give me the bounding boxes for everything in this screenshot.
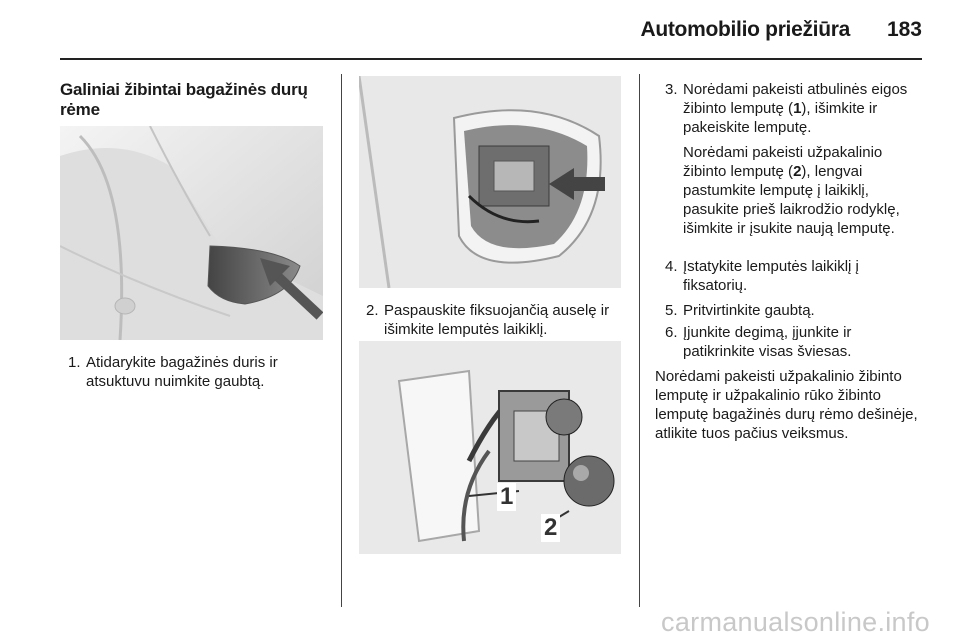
step-number: 1. (68, 354, 81, 371)
photo-bulb-holder (359, 341, 621, 554)
trunk-door-illustration (60, 126, 323, 340)
step-number: 6. (665, 324, 678, 341)
closing-paragraph: Norėdami pakeisti užpakalinio žibinto lemputę ir užpakalinio rūko žibinto lemputę bagažinės durų rėmo dešinėje, atlikite tuos pačius veiksmus. (655, 368, 918, 442)
section-title: Galiniai žibintai bagažinės durų rėme (60, 80, 308, 119)
step-2 (366, 301, 628, 339)
step-3 (665, 80, 923, 238)
bold-ref-2: 2 (793, 163, 802, 180)
step-4 (665, 257, 923, 295)
photo-lamp-housing (359, 76, 621, 288)
step-number: 3. (665, 81, 678, 98)
step-3-paragraph-1 (665, 80, 923, 137)
step-text: Atidarykite bagažinės duris ir atsuktuvu nuimkite gaubtą. (86, 354, 278, 390)
photo-trunk-door-cover (60, 126, 323, 340)
step-text: Norėdami pakeisti užpakalinio žibinto lemputę ( (683, 144, 883, 180)
step-number: 4. (665, 258, 678, 275)
step-number: 2. (366, 302, 379, 319)
step-3-paragraph-2 (665, 143, 923, 238)
step-text: Norėdami pakeisti atbulinės eigos žibinto lemputę ( (683, 81, 908, 117)
step-1 (68, 353, 323, 391)
step-text: ), lengvai pastumkite lemputę į laikiklį, pasukite prieš laikrodžio rodyklę, išimkite ir įsukite naują lemputę. (683, 163, 900, 237)
step-text: Įjunkite degimą, įjunkite ir patikrinkite visas šviesas. (683, 324, 852, 360)
figure-label-2: 2 (541, 514, 560, 542)
page-number: 183 (886, 18, 922, 41)
column-divider-2 (639, 74, 640, 607)
step-text: Paspauskite fiksuojančią auselę ir išimkite lemputės laikiklį. (384, 302, 610, 338)
step-text: Pritvirtinkite gaubtą. (683, 302, 815, 319)
step-5 (665, 301, 923, 320)
column-divider-1 (341, 74, 342, 607)
bulb-holder-illustration (359, 341, 621, 554)
step-text: ), išimkite ir pakeiskite lemputę. (683, 100, 878, 136)
step-text: Įstatykite lemputės laikiklį į fiksatorių. (683, 258, 859, 294)
bold-ref-1: 1 (793, 100, 802, 117)
lamp-housing-illustration (359, 76, 621, 288)
figure-label-1: 1 (497, 483, 516, 511)
step-6 (665, 323, 923, 361)
page-header-title: Automobilio priežiūra (640, 18, 850, 41)
header-rule (60, 58, 922, 60)
watermark: carmanualsonline.info (661, 607, 930, 637)
step-number: 5. (665, 302, 678, 319)
